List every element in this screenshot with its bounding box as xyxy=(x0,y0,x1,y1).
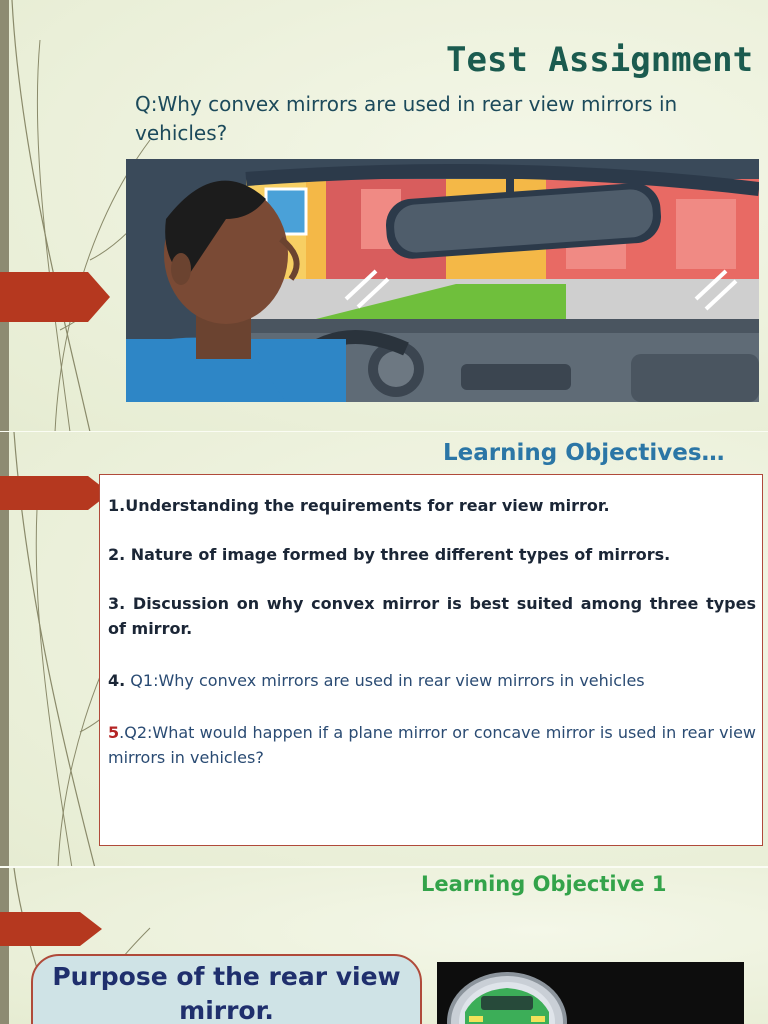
objective-number: 5 xyxy=(108,723,120,742)
purpose-box xyxy=(31,954,422,1024)
page-title: Test Assignment xyxy=(446,40,754,80)
slide-learning-objective-1 xyxy=(0,868,768,1024)
arrow-marker xyxy=(0,476,112,510)
car-mirror-image xyxy=(437,962,744,1024)
question-text: Q:Why convex mirrors are used in rear view mirrors in vehicles? xyxy=(135,92,678,145)
objective-item: 3. Discussion on why convex mirror is best suited among three types of mirror. xyxy=(108,594,756,638)
objective-text: .Q2:What would happen if a plane mirror or concave mirror is used in rear view mirrors in vehicles? xyxy=(108,723,756,767)
objective-item: 1.Understanding the requirements for rear view mirror. xyxy=(108,496,610,515)
objective-item xyxy=(108,720,756,770)
learning-objective-1-heading: Learning Objective 1 xyxy=(421,872,667,896)
objective-item xyxy=(108,668,756,693)
driver-illustration xyxy=(126,159,759,402)
objective-item: 2. Nature of image formed by three different types of mirrors. xyxy=(108,545,671,564)
purpose-title: Purpose of the rear view mirror. xyxy=(52,962,401,1024)
arrow-marker xyxy=(0,272,112,322)
objectives-box xyxy=(99,474,763,846)
slide-learning-objectives xyxy=(0,432,768,868)
objective-number: 4. xyxy=(108,671,126,690)
arrow-marker xyxy=(0,912,112,946)
learning-objectives-heading: Learning Objectives… xyxy=(443,440,725,466)
slide-test-assignment xyxy=(0,0,768,432)
objective-text: Q1:Why convex mirrors are used in rear view mirrors in vehicles xyxy=(125,671,645,690)
